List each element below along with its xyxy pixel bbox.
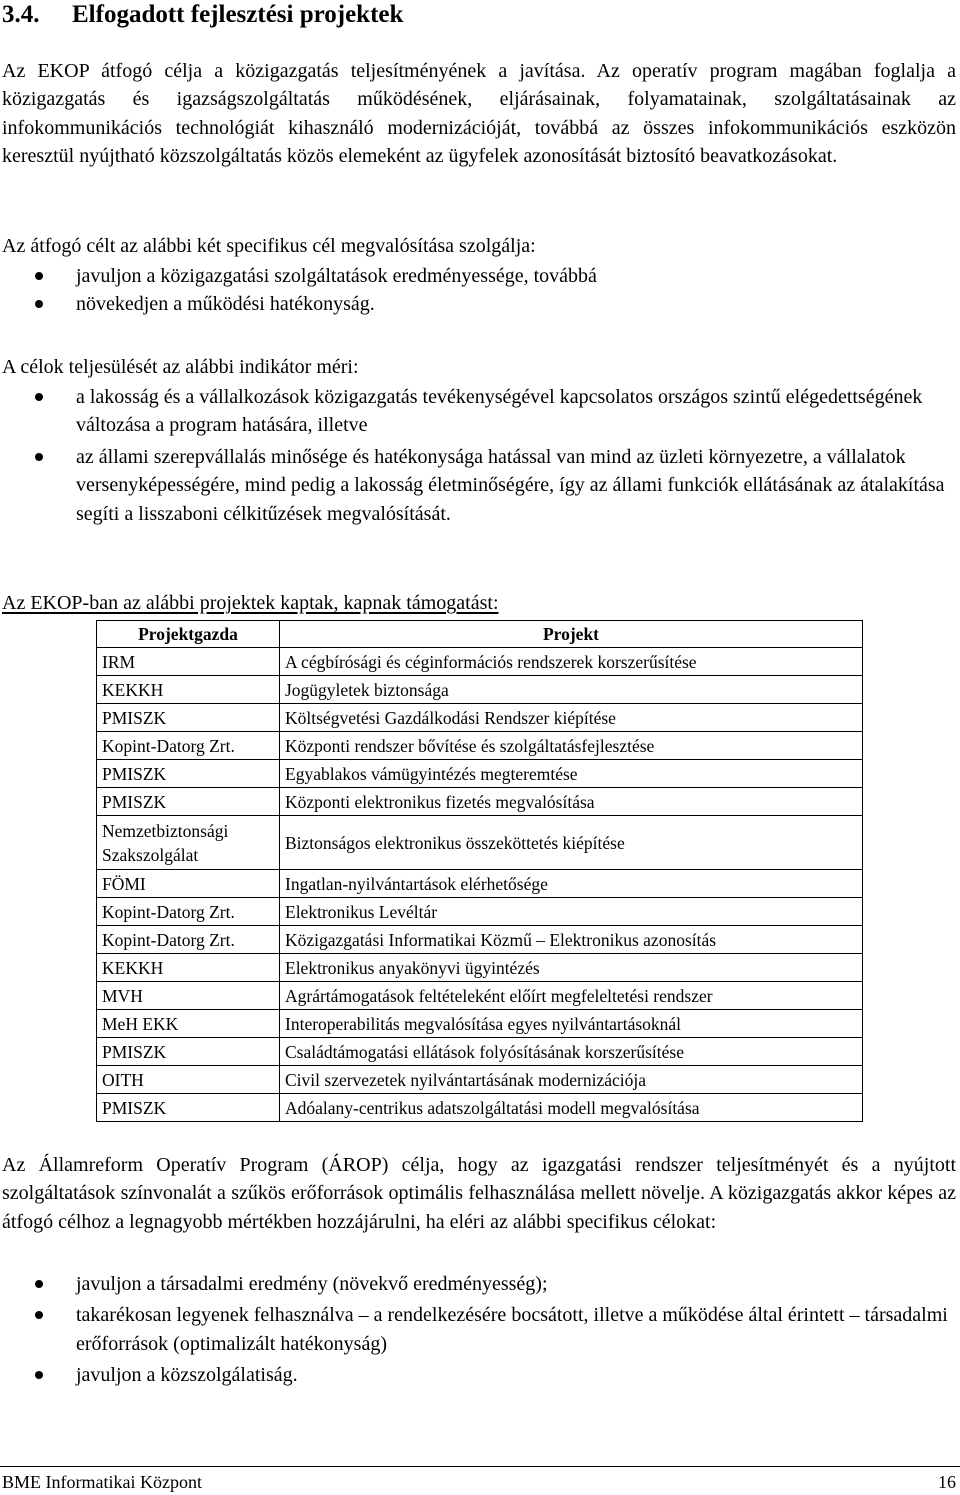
section-title: Elfogadott fejlesztési projektek — [72, 1, 404, 28]
project-cell: Családtámogatási ellátások folyósításának korszerűsítése — [280, 1038, 863, 1066]
goals-list — [2, 262, 956, 319]
page-number: 16 — [938, 1472, 956, 1492]
bullet-icon — [35, 300, 43, 308]
owner-cell: Nemzetbiztonsági Szakszolgálat — [97, 816, 280, 870]
footer-organization: BME Informatikai Központ — [2, 1472, 202, 1492]
list-item: javuljon a közigazgatási szolgáltatások eredményessége, továbbá — [2, 262, 956, 290]
project-cell: Jogügyletek biztonsága — [280, 676, 863, 704]
project-cell: Elektronikus Levéltár — [280, 898, 863, 926]
project-cell: Civil szervezetek nyilvántartásának modernizációja — [280, 1066, 863, 1094]
table-row — [97, 898, 863, 926]
owner-cell: FÖMI — [97, 870, 280, 898]
table-row — [97, 704, 863, 732]
bullet-icon — [35, 1311, 43, 1319]
list-item: az állami szerepvállalás minősége és hatékonysága hatással van mind az üzleti környezetre, a vállalatok versenyképességére, mind pedig a lakosság életminőségére, így az állami funkciók ellátásának az átalakítása segíti a lisszaboni célkitűzések megvalósítását. — [2, 443, 956, 528]
bullet-icon — [35, 453, 43, 461]
intro-paragraph: Az EKOP átfogó célja a közigazgatás teljesítményének a javítása. Az operatív program magában foglalja a közigazgatás és igazságszolgáltatás működésének, eljárásainak, folyamatainak, szolgáltatásainak az infokommunikációs technológiát kihasználó modernizációját, továbbá az összes infokommunikációs eszközön keresztül nyújtható közszolgáltatás közös elemeként az ügyfelek azonosítását biztosító beavatkozásokat. — [2, 60, 956, 168]
project-cell: Biztonságos elektronikus összeköttetés kiépítése — [280, 816, 863, 870]
table-row — [97, 1010, 863, 1038]
table-row — [97, 1066, 863, 1094]
owner-cell: OITH — [97, 1066, 280, 1094]
list-item: javuljon a közszolgálatiság. — [2, 1361, 956, 1389]
arop-paragraph: Az Államreform Operatív Program (ÁROP) célja, hogy az igazgatási rendszer teljesítményét és a nyújtott szolgáltatások színvonalát a szűkös erőforrások optimális felhasználása mellett növelje. A közigazgatás akkor képes az átfogó célhoz a legnagyobb mértékben hozzájárulni, ha eléri az alábbi specifikus célokat: — [2, 1154, 956, 1233]
table-row — [97, 676, 863, 704]
goals-lead: Az átfogó célt az alábbi két specifikus cél megvalósítása szolgálja: — [2, 235, 536, 257]
arop-goals-list — [2, 1270, 956, 1390]
project-cell: Adóalany-centrikus adatszolgáltatási modell megvalósítása — [280, 1094, 863, 1122]
section-heading — [2, 0, 403, 30]
owner-cell: MVH — [97, 982, 280, 1010]
bullet-icon — [35, 1280, 43, 1288]
list-item: növekedjen a működési hatékonyság. — [2, 290, 956, 318]
table-caption: Az EKOP-ban az alábbi projektek kaptak, kapnak támogatást: — [2, 592, 499, 614]
table-row — [97, 982, 863, 1010]
project-cell: Egyablakos vámügyintézés megteremtése — [280, 760, 863, 788]
project-cell: Központi rendszer bővítése és szolgáltatásfejlesztése — [280, 732, 863, 760]
project-cell: Elektronikus anyakönyvi ügyintézés — [280, 954, 863, 982]
owner-cell: PMISZK — [97, 1038, 280, 1066]
project-cell: Központi elektronikus fizetés megvalósítása — [280, 788, 863, 816]
table-row — [97, 760, 863, 788]
table-row — [97, 1094, 863, 1122]
table-row — [97, 816, 863, 870]
project-cell: A cégbírósági és céginformációs rendszerek korszerűsítése — [280, 648, 863, 676]
table-row — [97, 788, 863, 816]
project-cell: Agrártámogatások feltételeként előírt megfeleltetési rendszer — [280, 982, 863, 1010]
project-cell: Ingatlan-nyilvántartások elérhetősége — [280, 870, 863, 898]
table-row — [97, 926, 863, 954]
owner-cell: PMISZK — [97, 1094, 280, 1122]
column-header-project: Projekt — [280, 621, 863, 648]
table-row — [97, 732, 863, 760]
list-item: javuljon a társadalmi eredmény (növekvő eredményesség); — [2, 1270, 956, 1298]
indicators-lead: A célok teljesülését az alábbi indikátor méri: — [2, 356, 359, 378]
section-number: 3.4. — [2, 1, 40, 28]
owner-cell: PMISZK — [97, 760, 280, 788]
list-item: takarékosan legyenek felhasználva – a rendelkezésére bocsátott, illetve a működése által érintett – társadalmi erőforrások (optimalizált hatékonyság) — [2, 1301, 956, 1358]
owner-cell: PMISZK — [97, 788, 280, 816]
table-row — [97, 648, 863, 676]
bullet-icon — [35, 272, 43, 280]
owner-cell: MeH EKK — [97, 1010, 280, 1038]
owner-cell: KEKKH — [97, 676, 280, 704]
table-row — [97, 954, 863, 982]
footer-divider — [0, 1466, 960, 1467]
owner-cell: Kopint-Datorg Zrt. — [97, 898, 280, 926]
table-row — [97, 870, 863, 898]
owner-cell: Kopint-Datorg Zrt. — [97, 926, 280, 954]
list-item: a lakosság és a vállalkozások közigazgatás tevékenységével kapcsolatos országos szintű elégedettségének változása a program hatására, illetve — [2, 383, 956, 440]
projects-table — [96, 620, 863, 1122]
indicators-list — [2, 383, 956, 528]
owner-cell: Kopint-Datorg Zrt. — [97, 732, 280, 760]
owner-cell: KEKKH — [97, 954, 280, 982]
column-header-owner: Projektgazda — [97, 621, 280, 648]
project-cell: Közigazgatási Informatikai Közmű – Elektronikus azonosítás — [280, 926, 863, 954]
table-row — [97, 1038, 863, 1066]
bullet-icon — [35, 1371, 43, 1379]
bullet-icon — [35, 393, 43, 401]
owner-cell: PMISZK — [97, 704, 280, 732]
owner-cell: IRM — [97, 648, 280, 676]
table-header-row — [97, 621, 863, 648]
project-cell: Költségvetési Gazdálkodási Rendszer kiépítése — [280, 704, 863, 732]
project-cell: Interoperabilitás megvalósítása egyes nyilvántartásoknál — [280, 1010, 863, 1038]
